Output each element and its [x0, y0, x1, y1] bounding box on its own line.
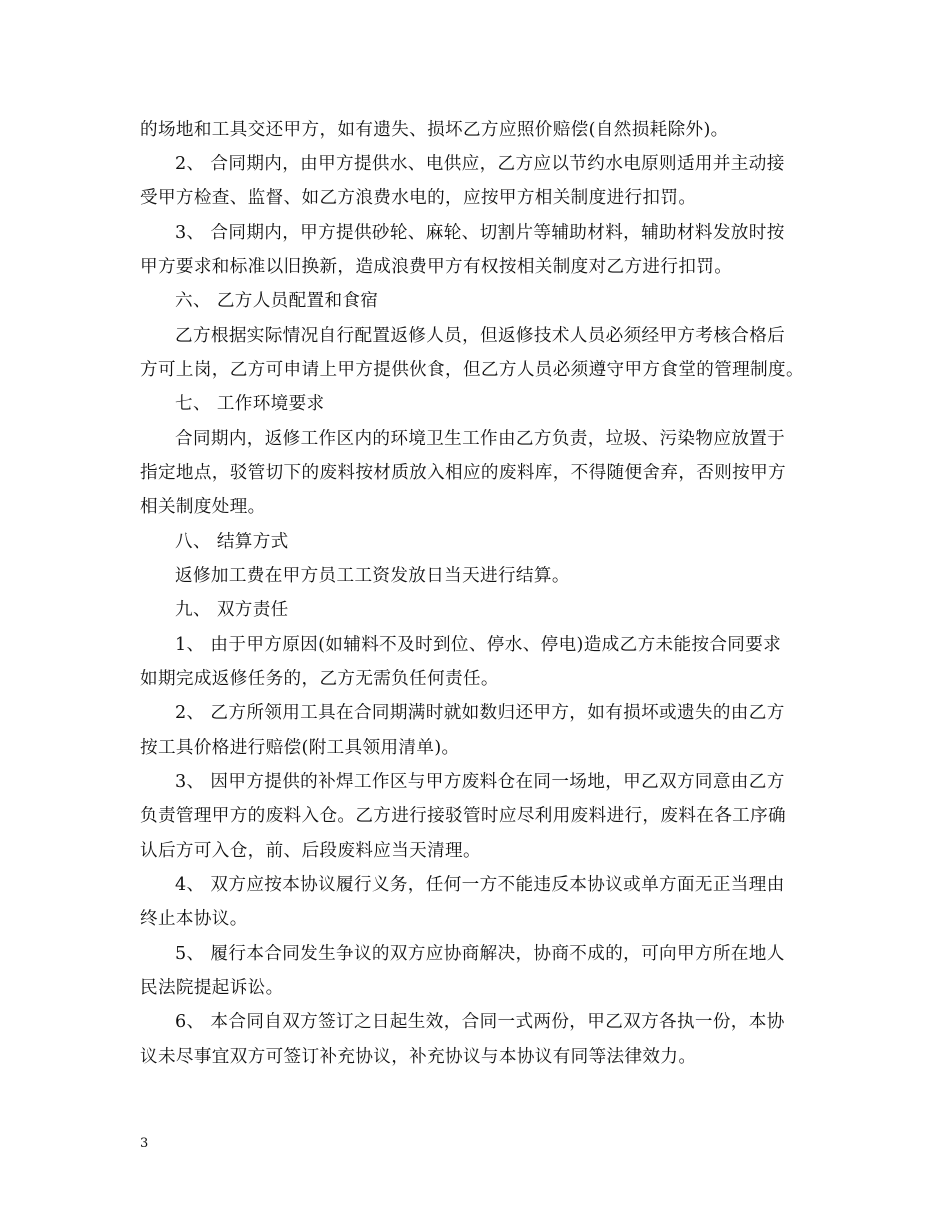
text-line: 4、 双方应按本协议履行义务，任何一方不能违反本协议或单方面无正当理由: [175, 875, 785, 895]
text-line: 乙方根据实际情况自行配置返修人员，但返修技术人员必须经甲方考核合格后: [175, 326, 786, 346]
text-line: 受甲方检查、监督、如乙方浪费水电的，应按甲方相关制度进行扣罚。: [140, 188, 697, 208]
text-line: 3、 因甲方提供的补焊工作区与甲方废料仓在同一场地，甲乙双方同意由乙方: [175, 772, 785, 792]
text-line: 按工具价格进行赔偿(附工具领用清单)。: [140, 738, 460, 758]
text-line: 的场地和工具交还甲方，如有遗失、损坏乙方应照价赔偿(自然损耗除外)。: [140, 120, 729, 140]
section-heading: 七、 工作环境要求: [175, 394, 325, 414]
text-line: 1、 由于甲方原因(如辅料不及时到位、停水、停电)造成乙方未能按合同要求: [175, 635, 782, 655]
text-line: 民法院提起诉讼。: [140, 978, 284, 998]
text-line: 合同期内，返修工作区内的环境卫生工作由乙方负责，垃圾、污染物应放置于: [175, 429, 786, 449]
text-line: 2、 乙方所领用工具在合同期满时就如数归还甲方，如有损坏或遗失的由乙方: [175, 703, 785, 723]
section-heading: 六、 乙方人员配置和食宿: [175, 291, 379, 311]
text-line: 甲方要求和标准以旧换新，造成浪费甲方有权按相关制度对乙方进行扣罚。: [140, 257, 733, 277]
text-line: 如期完成返修任务的，乙方无需负任何责任。: [140, 669, 499, 689]
text-line: 返修加工费在甲方员工工资发放日当天进行结算。: [175, 566, 570, 586]
text-line: 6、 本合同自双方签订之日起生效，合同一式两份，甲乙双方各执一份，本协: [175, 1012, 785, 1032]
text-line: 相关制度处理。: [140, 497, 266, 517]
text-line: 3、 合同期内，甲方提供砂轮、麻轮、切割片等辅助材料，辅助材料发放时按: [175, 223, 785, 243]
text-line: 方可上岗，乙方可申请上甲方提供伙食，但乙方人员必须遵守甲方食堂的管理制度。: [140, 360, 804, 380]
section-heading: 八、 结算方式: [175, 532, 289, 552]
text-line: 认后方可入仓，前、后段废料应当天清理。: [140, 841, 481, 861]
text-line: 5、 履行本合同发生争议的双方应协商解决，协商不成的，可向甲方所在地人: [175, 944, 785, 964]
section-heading: 九、 双方责任: [175, 600, 289, 620]
text-line: 议未尽事宜双方可签订补充协议，补充协议与本协议有同等法律效力。: [140, 1047, 697, 1067]
text-line: 指定地点，驳管切下的废料按材质放入相应的废料库，不得随便舍弃，否则按甲方: [140, 463, 786, 483]
text-line: 负责管理甲方的废料入仓。乙方进行接驳管时应尽利用废料进行，废料在各工序确: [140, 806, 786, 826]
page-number: 3: [140, 1136, 149, 1151]
text-line: 2、 合同期内，由甲方提供水、电供应，乙方应以节约水电原则适用并主动接: [175, 154, 785, 174]
text-line: 终止本协议。: [140, 909, 248, 929]
